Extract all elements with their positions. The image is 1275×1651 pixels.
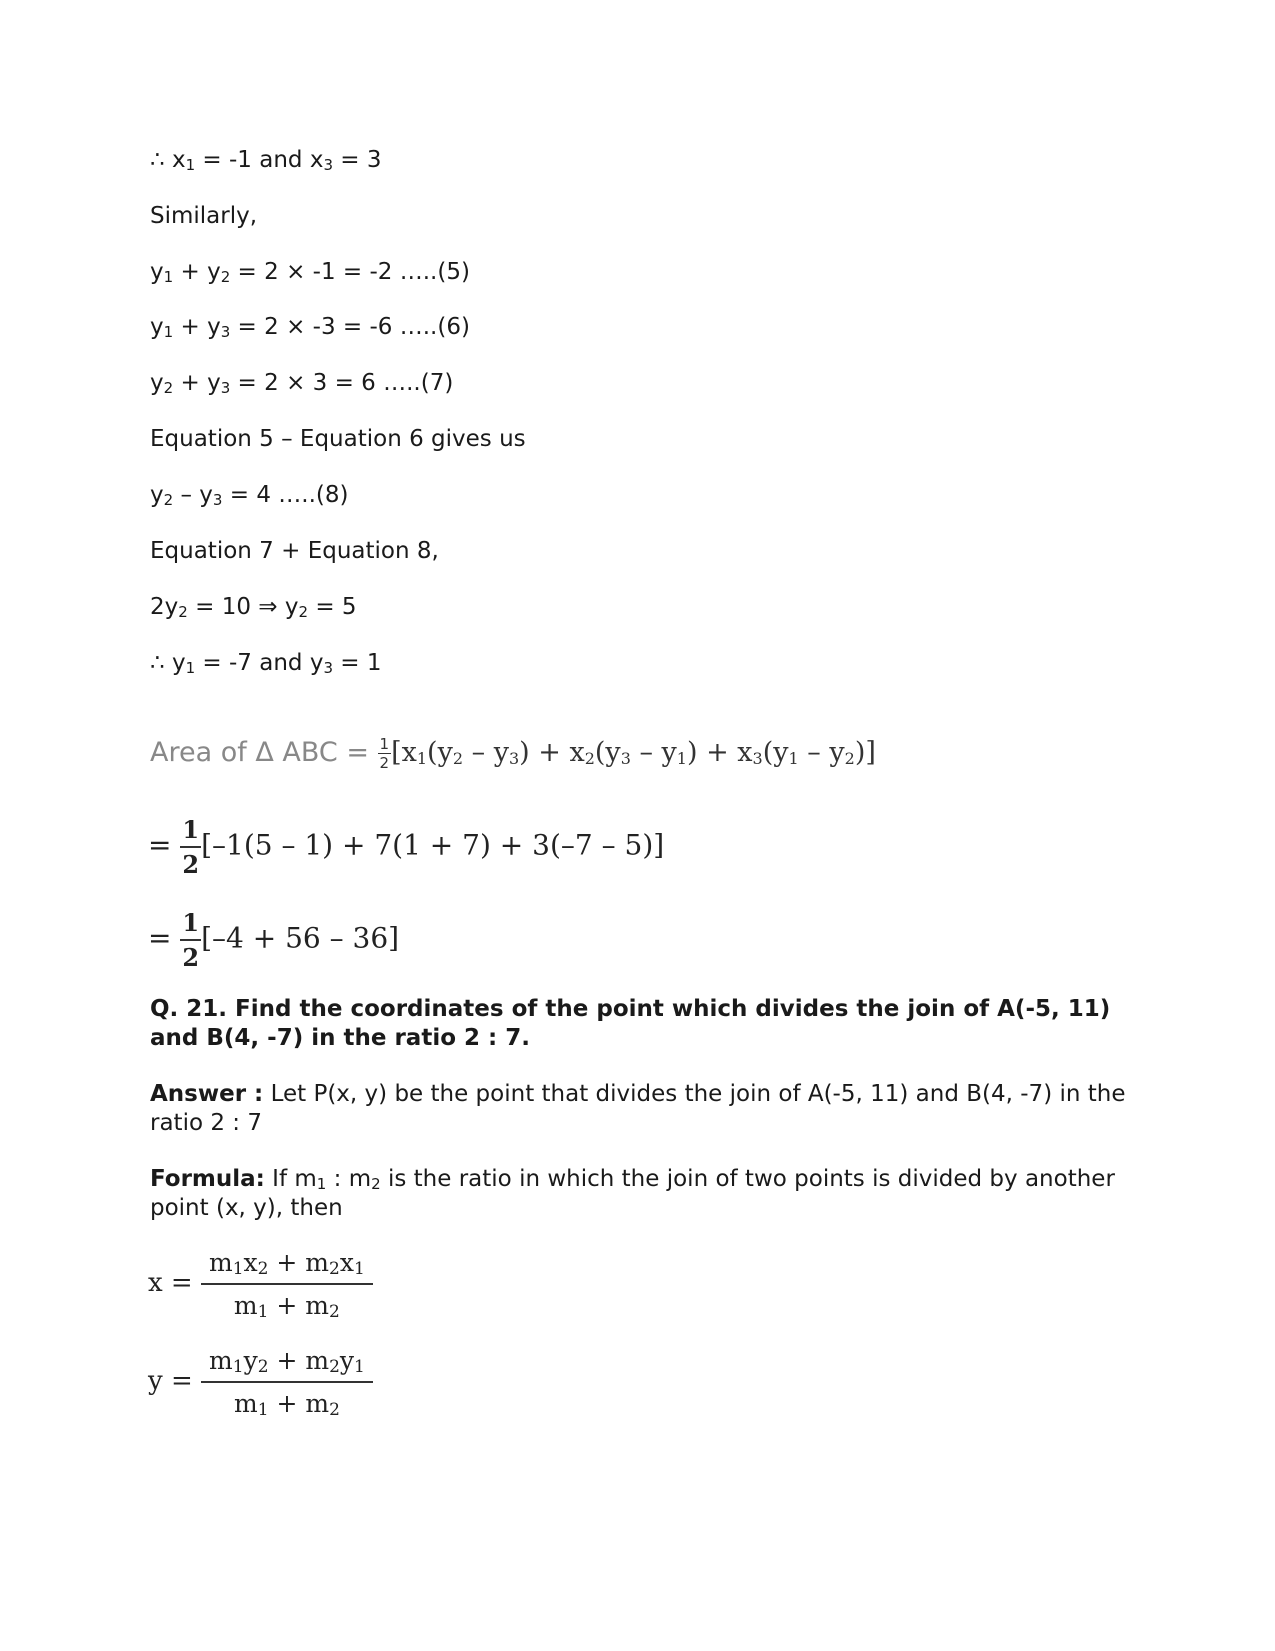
formula-label: Formula: (150, 1166, 265, 1192)
answer-text: Let P(x, y) be the point that divides the join of A(-5, 11) and B(4, -7) in the ratio 2 : 7 (150, 1081, 1126, 1136)
subscript: 3 (220, 323, 231, 341)
text: = 3 (333, 147, 382, 173)
area-label: Area of Δ ABC = (150, 737, 378, 768)
step-expression: [–4 + 56 – 36] (201, 921, 400, 955)
text: y (150, 370, 164, 396)
subscript: 1 (163, 323, 174, 341)
denominator: 2 (180, 846, 201, 879)
text: – y (173, 482, 213, 508)
subscript: 2 (371, 1175, 381, 1193)
step-expression: [–1(5 – 1) + 7(1 + 7) + 3(–7 – 5)] (201, 828, 665, 862)
subscript: 1 (163, 268, 174, 286)
text: = 5 (308, 594, 357, 620)
denominator: $m_1 + m_2$ (201, 1283, 373, 1320)
numerator: 1 (182, 908, 200, 937)
area-formula (150, 735, 876, 772)
text: = 2 × -1 = -2 …..(5) (230, 259, 470, 285)
answer-label: Answer : (150, 1081, 264, 1107)
text: y (150, 259, 164, 285)
text: = 10 ⇒ y (187, 594, 299, 620)
half-fraction (180, 908, 201, 972)
numerator: 1 (379, 735, 390, 753)
section-fraction-x (201, 1248, 373, 1320)
formula-x (148, 1248, 373, 1320)
equals-sign: = (148, 921, 181, 955)
subscript: 2 (178, 603, 188, 621)
section-fraction-y (201, 1346, 373, 1418)
subscript: 3 (323, 156, 333, 174)
subscript: 1 (185, 659, 196, 677)
text: = 2 × 3 = 6 …..(7) (230, 370, 454, 396)
subscript: 2 (298, 603, 309, 621)
numerator: $m_1y_2 + m_2y_1$ (209, 1346, 365, 1377)
half-fraction (378, 735, 392, 772)
denominator: $m_1 + m_2$ (201, 1381, 373, 1418)
answer-paragraph (150, 1080, 1130, 1138)
text: = -1 and x (195, 147, 324, 173)
line-equation-diff: Equation 5 – Equation 6 gives us (150, 426, 526, 452)
area-expression: $[x_1(y_2 - y_3) + x_2(y_3 - y_1) + x_3(y_1 - y_2)]$ (391, 737, 876, 768)
line-equation-5 (150, 258, 470, 286)
subscript: 3 (323, 659, 333, 677)
text: : m (326, 1166, 372, 1192)
denominator: 2 (180, 939, 201, 972)
text: = -7 and y (195, 650, 324, 676)
text: ∴ x (150, 147, 186, 173)
subscript: 1 (185, 156, 196, 174)
half-fraction (180, 815, 201, 879)
text: 2y (150, 594, 179, 620)
equals-sign: = (148, 828, 181, 862)
line-equation-7 (150, 369, 453, 397)
subscript: 2 (163, 379, 174, 397)
text: + y (173, 314, 221, 340)
denominator: 2 (379, 754, 390, 772)
numerator: 1 (182, 815, 200, 844)
line-equation-8 (150, 481, 349, 509)
text: + y (173, 259, 221, 285)
line-y-values (150, 649, 382, 677)
numerator: $m_1x_2 + m_2x_1$ (208, 1248, 365, 1279)
line-similarly: Similarly, (150, 203, 258, 229)
question-21: Q. 21. Find the coordinates of the point which divides the join of A(-5, 11) and B(4, -7) in the ratio 2 : 7. (150, 996, 1111, 1051)
text: is the ratio in which the join of two points is divided by another point (x, y), then (150, 1166, 1115, 1221)
text: = 2 × -3 = -6 …..(6) (230, 314, 470, 340)
subscript: 3 (220, 379, 231, 397)
text: = 4 …..(8) (222, 482, 349, 508)
text: ∴ y (150, 650, 186, 676)
text: + y (173, 370, 221, 396)
lhs: x = (148, 1268, 201, 1298)
subscript: 3 (212, 491, 223, 509)
text: y (150, 482, 164, 508)
subscript: 1 (316, 1175, 327, 1193)
text: If m (264, 1166, 317, 1192)
formula-y (148, 1346, 373, 1418)
text: y (150, 314, 164, 340)
line-equation-sum: Equation 7 + Equation 8, (150, 538, 439, 564)
line-x-values (150, 146, 382, 174)
area-step-1 (148, 815, 664, 879)
subscript: 2 (220, 268, 231, 286)
subscript: 2 (163, 491, 174, 509)
area-step-2 (148, 908, 399, 972)
line-y2-value (150, 593, 357, 621)
text: = 1 (333, 650, 382, 676)
lhs: y = (148, 1366, 202, 1396)
line-equation-6 (150, 313, 470, 341)
formula-paragraph (150, 1165, 1130, 1223)
